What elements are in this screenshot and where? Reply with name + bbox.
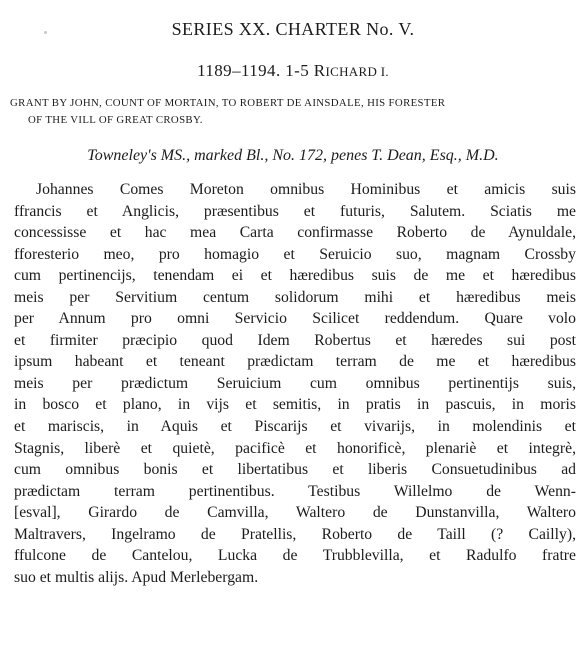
- date-range-text: 1189–1194. 1-5: [197, 61, 310, 80]
- body-line: ffulcone de Cantelou, Lucka de Trubblevilla, et Radulfo fratre: [14, 547, 576, 565]
- body-line: et firmiter præcipio quod Idem Robertus et hæredes sui post: [14, 331, 576, 349]
- body-line: cum omnibus bonis et libertatibus et liberis Consuetudinibus ad: [14, 461, 576, 479]
- body-line: in bosco et plano, in vijs et semitis, in pratis in pascuis, in moris: [14, 396, 576, 414]
- source-citation: Towneley's MS., marked Bl., No. 172, penes T. Dean, Esq., M.D.: [87, 147, 499, 164]
- body-line: per Annum pro omni Servicio Scilicet reddendum. Quare volo: [14, 310, 576, 328]
- body-line: cum pertinencijs, tenendam ei et hæredibus suis de me et hæredibus: [14, 267, 576, 285]
- series-charter-text: SERIES XX. CHARTER No. V.: [171, 19, 415, 39]
- body-line: Johannes Comes Moreton omnibus Hominibus et amicis suis: [36, 181, 576, 198]
- body-line: prædictam terram pertinentibus. Testibus Willelmo de Wenn-: [14, 482, 576, 500]
- date-regnal-heading: [0, 60, 586, 83]
- body-line: ffrancis et Anglicis, præsentibus et futuris, Salutem. Sciatis me: [14, 202, 576, 220]
- king-name-initial: R: [313, 61, 326, 80]
- body-line: concessisse et hac mea Carta confirmasse Roberto de Aynuldale,: [14, 224, 576, 242]
- body-line: ipsum habeant et teneant prædictam terram de me et hæredibus: [14, 353, 576, 371]
- grant-summary-line-2: OF THE VILL OF GREAT CROSBY.: [28, 114, 203, 126]
- body-line: Stagnis, liberè et quietè, pacificè et honorificè, plenariè et integrè,: [14, 439, 576, 457]
- body-line: et mariscis, in Aquis et Piscarijs et vivarijs, in molendinis et: [14, 418, 576, 436]
- body-line: [esval], Girardo de Camvilla, Waltero de Dunstanvilla, Waltero: [14, 504, 576, 522]
- grant-summary-line-1: GRANT BY JOHN, COUNT OF MORTAIN, TO ROBERT DE AINSDALE, HIS FORESTER: [10, 97, 446, 109]
- body-line: fforesterio meo, pro homagio et Seruicio suo, magnam Crossby: [14, 245, 576, 263]
- body-line: suo et multis alijs. Apud Merlebergam.: [14, 568, 259, 586]
- series-charter-heading: [0, 18, 586, 40]
- charter-latin-text: [14, 179, 576, 588]
- king-name: [314, 61, 389, 80]
- king-name-rest: ICHARD I.: [325, 64, 389, 79]
- body-line: Maltravers, Ingelramo de Pratellis, Roberto de Taill (? Cailly),: [14, 525, 576, 543]
- body-line: meis per prædictum Seruicium cum omnibus pertinentijs suis,: [14, 374, 576, 392]
- body-line: meis per Servitium centum solidorum mihi et hæredibus meis: [14, 288, 576, 306]
- grant-summary: [10, 95, 570, 129]
